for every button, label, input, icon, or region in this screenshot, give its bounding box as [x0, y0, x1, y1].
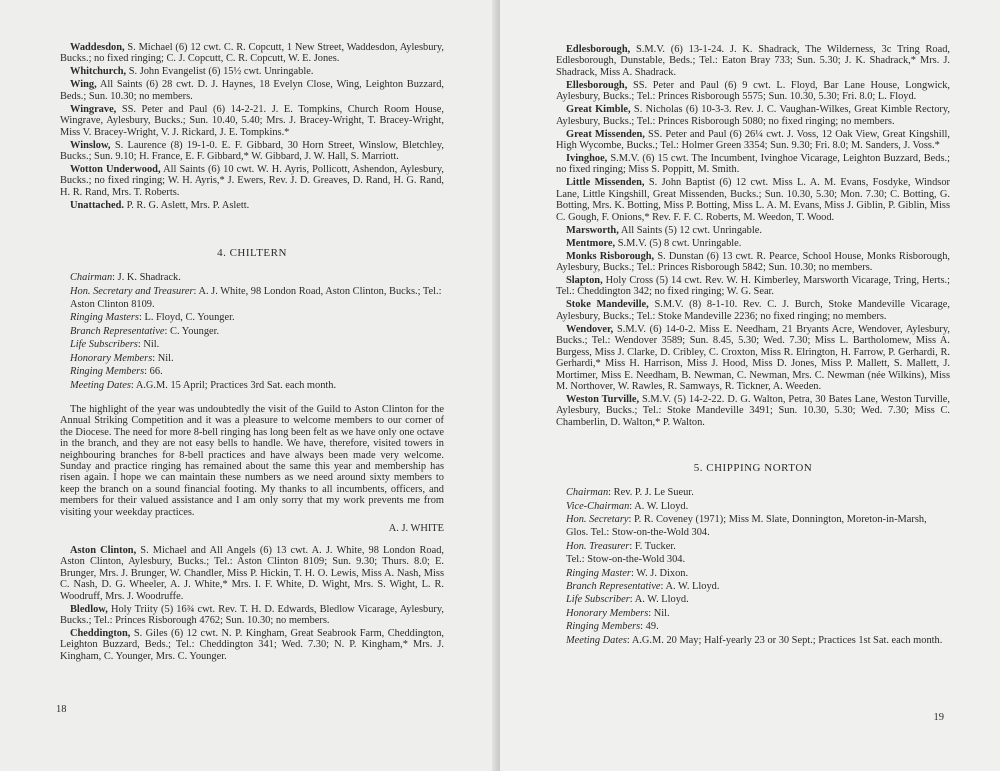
page-number-left: 18	[56, 704, 67, 715]
officer-value: Nil.	[143, 339, 160, 351]
officer-row: Hon. Secretary and Treasurer: A. J. White, 98 London Road, Aston Clinton, Bucks.; Tel.: Aston Clinton 8109.	[70, 285, 442, 311]
officer-value: A.G.M. 20 May; Half-yearly 23 or 30 Sept.; Practices 1st Sat. each month.	[631, 634, 943, 646]
officer-value: L. Floyd, C. Younger.	[144, 312, 235, 324]
officer-value: F. Tucker.	[634, 540, 676, 552]
right-entries	[556, 44, 950, 428]
officer-role: Meeting Dates	[566, 634, 627, 646]
tower-name: Great Missenden,	[566, 128, 645, 140]
officer-row: Life Subscribers: Nil.	[70, 339, 160, 351]
officer-row: Meeting Dates: A.G.M. 15 April; Practices 3rd Sat. each month.	[70, 379, 337, 391]
officer-role: Branch Representative	[566, 580, 661, 592]
tower-entry	[60, 66, 444, 77]
tower-details: SS. Peter and Paul (6) 14-2-21. J. E. Tompkins, Church Room House, Wingrave, Aylesbury, Bucks.; Sun. 10.40, 5.40; Mrs. J. Bracey-Wright, T. Bracey-Wright, Miss V. Bracey-Wright, V. J. Rickard, J. E. Tompkins.*	[60, 103, 444, 138]
officer-role: Life Subscriber	[566, 594, 630, 606]
page-number-right: 19	[933, 712, 944, 723]
tower-entry	[556, 251, 950, 274]
tower-name: Unattached.	[70, 199, 124, 211]
tower-name: Whitchurch,	[70, 66, 127, 78]
tower-details: S.M.V. (5) 14-2-22. D. G. Walton, Petra, 30 Bates Lane, Weston Turville, Aylesbury, Bucks.; Tel.: Stoke Mandeville 3491; Sun. 10.30, 5.30; Wed. 7.30; Miss C. Chamberlin, D. Walton,* P. Walton.	[556, 393, 951, 428]
tower-details: S. Dunstan (6) 13 cwt. R. Pearce, School House, Monks Risborough, Aylesbury, Bucks.; Tel.: Princes Risborough 5842; Sun. 10.30; no members.	[556, 250, 951, 274]
tower-details: S. Michael (6) 12 cwt. C. R. Copcutt, 1 New Street, Waddesdon, Aylesbury, Bucks.; no fixed ringing; C. J. Copcutt, C. R. Copcutt, W. E. Jones.	[60, 42, 444, 65]
tower-details: S. Giles (6) 12 cwt. N. P. Kingham, Great Seabrook Farm, Cheddington, Leighton Buzzard, Beds.; Tel.: Cheddington 341; Wed. 7.30; N. P. Kingham,* Mrs. J. Kingham, C. Younger, Mrs. C. Younger.	[60, 628, 444, 662]
tower-entry	[556, 238, 950, 249]
officer-value: A. W. Lloyd.	[665, 580, 720, 592]
tower-details: S.M.V. (6) 15 cwt. The Incumbent, Ivinghoe Vicarage, Leighton Buzzard, Beds.; no fixed ringing; Miss S. Poppitt, M. Smith.	[556, 153, 950, 176]
officer-role: Hon. Secretary	[566, 513, 629, 525]
tower-details: S. Michael and All Angels (6) 13 cwt. A. J. White, 98 London Road, Aston Clinton, Aylesbury, Bucks.; Tel.: Aston Clinton 8109; Sun. 9.30; Thurs. 8.0; E. Brunger, Mrs. J. Brunger, W. Chandler, Miss P. Hickin, T. H. O. Lewis, Miss A. Nash, Miss C. Nash, D. G. Wheeler, A. J. White,* Mrs. I. F. White, D. Wight, Mrs. S. Wight, L. R. Woodruff, Mrs. J. Woodruffe.	[60, 544, 444, 602]
officer-row: Honorary Members: Nil.	[566, 607, 670, 619]
tower-entry	[60, 545, 444, 602]
officer-row: Ringing Master: W. J. Dixon.	[566, 567, 689, 579]
tower-entry	[556, 80, 950, 103]
officer-value: A.G.M. 15 April; Practices 3rd Sat. each month.	[135, 379, 337, 391]
tower-name: Edlesborough,	[566, 44, 631, 55]
tower-details: S. John Evangelist (6) 15½ cwt. Unringable.	[128, 66, 314, 78]
officer-value: Tel.: Stow-on-the-Wold 304.	[566, 554, 686, 566]
tower-name: Aston Clinton,	[70, 544, 137, 556]
officer-row: Life Subscriber: A. W. Lloyd.	[566, 594, 689, 606]
officer-role: Chairman	[566, 487, 609, 499]
tower-details: S. Nicholas (6) 10-3-3. Rev. J. C. Vaughan-Wilkes, Great Kimble Rectory, Aylesbury, Bucks.; Tel.: Princes Risborough 5080; no fixed ringing; no members.	[556, 104, 950, 127]
left-page	[0, 0, 496, 771]
tower-entry	[556, 177, 950, 223]
officer-row: Hon. Treasurer: F. Tucker.	[566, 540, 676, 552]
officer-row: Honorary Members: Nil.	[70, 352, 174, 364]
officer-row: Branch Representative: A. W. Lloyd.	[566, 580, 720, 592]
tower-entry	[556, 225, 950, 236]
tower-entry	[556, 129, 950, 152]
officer-role: Hon. Secretary and Treasurer	[70, 285, 194, 297]
officer-role: Ringing Members	[566, 621, 641, 633]
tower-name: Winslow,	[70, 139, 111, 151]
officer-role: Life Subscribers	[70, 339, 138, 351]
officer-role: Honorary Members	[566, 607, 649, 619]
tower-name: Little Missenden,	[566, 177, 645, 189]
officer-row: Meeting Dates: A.G.M. 20 May; Half-yearly 23 or 30 Sept.; Practices 1st Sat. each month.	[566, 634, 943, 646]
tower-entry	[556, 153, 950, 176]
section-heading-chipping-norton: 5. CHIPPING NORTON	[693, 462, 813, 475]
report-signature: A. J. WHITE	[388, 522, 444, 534]
tower-details: All Saints (6) 10 cwt. W. H. Ayris, Pollicott, Ashendon, Aylesbury, Bucks.; no fixed ringing; W. H. Ayris,* J. Ewers, Rev. J. D. Greaves, D. Rand, H. G. Rand, H. R. Rand, Mrs. T. Roberts.	[60, 164, 444, 198]
officer-row: Branch Representative: C. Younger.	[70, 325, 220, 337]
tower-entry	[60, 104, 444, 138]
right-page	[500, 0, 1000, 771]
tower-details: All Saints (5) 12 cwt. Unringable.	[620, 224, 762, 236]
officer-role: Chairman	[70, 272, 113, 284]
tower-name: Bledlow,	[70, 603, 108, 615]
tower-name: Slapton,	[566, 275, 603, 287]
tower-name: Great Kimble,	[566, 104, 631, 116]
tower-entry	[556, 104, 950, 127]
officer-row: Vice-Chairman: A. W. Lloyd.	[566, 500, 689, 512]
officer-row: Ringing Members: 49.	[566, 621, 659, 633]
tower-details: SS. Peter and Paul (6) 26¼ cwt. J. Voss, 12 Oak View, Great Kingshill, High Wycombe, Bucks.; Tel.: Holmer Green 3354; Sun. 9.30; Fri. 8.0; M. Sanders, J. Voss.*	[556, 128, 950, 152]
tower-details: SS. Peter and Paul (6) 9 cwt. L. Floyd, Bar Lane House, Longwick, Aylesbury, Bucks.; Tel.: Princes Risborough 5575; Sun. 10.30, 5.30; Fri. 8.0; L. Floyd.	[556, 79, 950, 103]
bottom-entries	[60, 545, 444, 662]
tower-details: S. John Baptist (6) 12 cwt. Miss L. A. M. Evans, Fosdyke, Windsor Lane, Little Kingshill, Great Missenden, Bucks.; Sun. 10.30, 5.30; Mon. 7.30; C. Botting, G. Botting, Mrs. K. Botting, Miss P. Botting, Miss L. A. M. Evans, Miss J. Giblin, P. Giblin, Miss C. Gough, F. Onions,* Rev. F. F. C. Roberts, M. Weedon, T. Wood.	[556, 177, 950, 223]
tower-entry	[60, 42, 444, 65]
tower-details: S.M.V. (6) 14-0-2. Miss E. Needham, 21 Bryants Acre, Wendover, Aylesbury, Bucks.; Tel.: Wendover 3589; Sun. 8.45, 5.30; Wed. 7.30; Miss L. Bartholomew, Miss A. Burgess, Miss J. Clarke, D. Cribley, C. Croxton, Miss R. Elrington, H. Farrow, P. Gerhardi, R. Gerhardi,* Miss H. Harrison, Miss J. Hood, Miss D. Jones, Miss P. Mallett, S. Mallett, J. Mortimer, Miss E. Needham, B. Newman, C. Newman, Mrs. C. Newman (née Wilkins), Miss M. Northover, W. Rawles, R. Samways, R. Tickner, A. Weeden.	[556, 323, 950, 392]
officer-role: Honorary Members	[70, 352, 153, 364]
officer-value: Nil.	[653, 607, 670, 619]
tower-name: Wingrave,	[70, 103, 117, 115]
tower-name: Wing,	[70, 79, 97, 91]
tower-name: Stoke Mandeville,	[566, 299, 649, 311]
officer-role: Branch Representative	[70, 325, 165, 337]
tower-entry	[556, 394, 950, 428]
section-heading-chiltern: 4. CHILTERN	[217, 247, 287, 260]
officer-value: Rev. P. J. Le Sueur.	[613, 487, 694, 499]
tower-name: Monks Risborough,	[566, 250, 655, 262]
tower-entry	[60, 79, 444, 102]
tower-name: Ivinghoe,	[566, 153, 608, 165]
top-entries	[60, 42, 444, 211]
tower-entry	[556, 275, 950, 298]
tower-details: P. R. G. Aslett, Mrs. P. Aslett.	[126, 199, 250, 211]
officer-value: A. J. White, 98 London Road, Aston Clinton, Bucks.; Tel.: Aston Clinton 8109.	[70, 285, 442, 311]
officer-row: Chairman: Rev. P. J. Le Sueur.	[566, 487, 694, 499]
officer-value: 66.	[149, 366, 163, 378]
tower-details: S.M.V. (5) 8 cwt. Unringable.	[617, 237, 742, 249]
tower-entry	[556, 324, 950, 392]
chiltern-officers	[60, 271, 444, 392]
officer-role: Vice-Chairman	[566, 500, 630, 512]
officer-row: Ringing Members: 66.	[70, 366, 163, 378]
officer-role: Ringing Members	[70, 366, 145, 378]
officer-role: Meeting Dates	[70, 379, 131, 391]
officer-value: 49.	[645, 621, 659, 633]
tower-name: Ellesborough,	[566, 79, 628, 91]
tower-details: S. Laurence (8) 19-1-0. E. F. Gibbard, 30 Horn Street, Winslow, Bletchley, Bucks.; Sun. 9.10; H. France, E. F. Gibbard,* W. Gibbard, J. W. Hall, S. Marriott.	[60, 139, 444, 163]
officer-row: Ringing Masters: L. Floyd, C. Younger.	[70, 312, 235, 324]
tower-entry	[556, 299, 950, 322]
tower-entry	[60, 604, 444, 627]
tower-entry	[60, 140, 444, 163]
tower-entry	[60, 200, 444, 211]
tower-name: Cheddington,	[70, 628, 131, 639]
officer-row: Chairman: J. K. Shadrack.	[70, 272, 181, 284]
tower-details: All Saints (6) 28 cwt. D. J. Haynes, 18 Evelyn Close, Wing, Leighton Buzzard, Beds.; Sun. 10.30; no members.	[60, 79, 444, 102]
officer-row: Hon. Secretary: P. R. Coveney (1971); Miss M. Slate, Donnington, Moreton-in-Marsh, Glos. Tel.: Stow-on-the-Wold 304.	[566, 513, 927, 539]
tower-details: S.M.V. (8) 8-1-10. Rev. C. J. Burch, Stoke Mandeville Vicarage, Aylesbury, Bucks.; Tel.: Stoke Mandeville 2236; no fixed ringing; no members.	[556, 299, 950, 322]
officer-role: Ringing Master	[566, 567, 631, 579]
officer-value: A. W. Lloyd.	[634, 594, 689, 606]
officer-value: J. K. Shadrack.	[117, 272, 181, 284]
officer-value: C. Younger.	[170, 325, 220, 337]
officer-value: P. R. Coveney (1971); Miss M. Slate, Donnington, Moreton-in-Marsh, Glos. Tel.: Stow-on-the-Wold 304.	[566, 513, 927, 539]
tower-name: Waddesdon,	[70, 42, 125, 53]
tower-entry	[556, 44, 950, 78]
chipping-norton-officers	[556, 486, 950, 647]
officer-value: Nil.	[157, 352, 174, 364]
tower-entry	[60, 164, 444, 198]
officer-value: A. W. Lloyd.	[634, 500, 689, 512]
officer-value: W. J. Dixon.	[636, 567, 689, 579]
officer-role: Ringing Masters	[70, 312, 139, 324]
tower-details: Holy Cross (5) 14 cwt. Rev. W. H. Kimberley, Marsworth Vicarage, Tring, Herts.; Tel.: Cheddington 342; no fixed ringing; W. G. Sear.	[556, 275, 950, 298]
tower-name: Weston Turville,	[566, 393, 640, 405]
tower-name: Mentmore,	[566, 237, 616, 249]
officer-row	[556, 553, 950, 566]
tower-name: Wendover,	[566, 323, 614, 335]
tower-details: Holy Triity (5) 16¾ cwt. Rev. T. H. D. Edwards, Bledlow Vicarage, Aylesbury, Bucks.; Tel.: Princes Risborough 4762; Sun. 10.30; no members.	[60, 603, 444, 626]
tower-details: S.M.V. (6) 13-1-24. J. K. Shadrack, The Wilderness, 3c Tring Road, Edlesborough, Dunstable, Beds.; Tel.: Eaton Bray 733; Sun. 5.30; J. K. Shadrack,* Mrs. J. Shadrack, Miss A. Shadrack.	[556, 44, 950, 78]
tower-entry	[60, 628, 444, 662]
tower-name: Marsworth,	[566, 224, 619, 236]
officer-role: Hon. Treasurer	[566, 540, 630, 552]
tower-name: Wotton Underwood,	[70, 164, 161, 176]
branch-report: The highlight of the year was undoubtedly the visit of the Guild to Aston Clinton for the Annual Striking Competition and it was a pleasure to welcome members to our corner of the Diocese. The need for more 8-bell ringing has long been felt as we have only one octave in the branch, and they are not easy bells to handle. We have, therefore, visited towers in neighbouring branches for 8-bell practices and have always been made very welcome. Sunday and practice ringing has remained about the same this year and membership has risen again. I hope we can maintain these numbers as we need around sixty members to keep the branch on a sound financial footing. My thanks to all incumbents, officers, and members for their valued assistance and I am only sorry that my work prevents me from visiting your weekday practices.	[60, 403, 444, 518]
